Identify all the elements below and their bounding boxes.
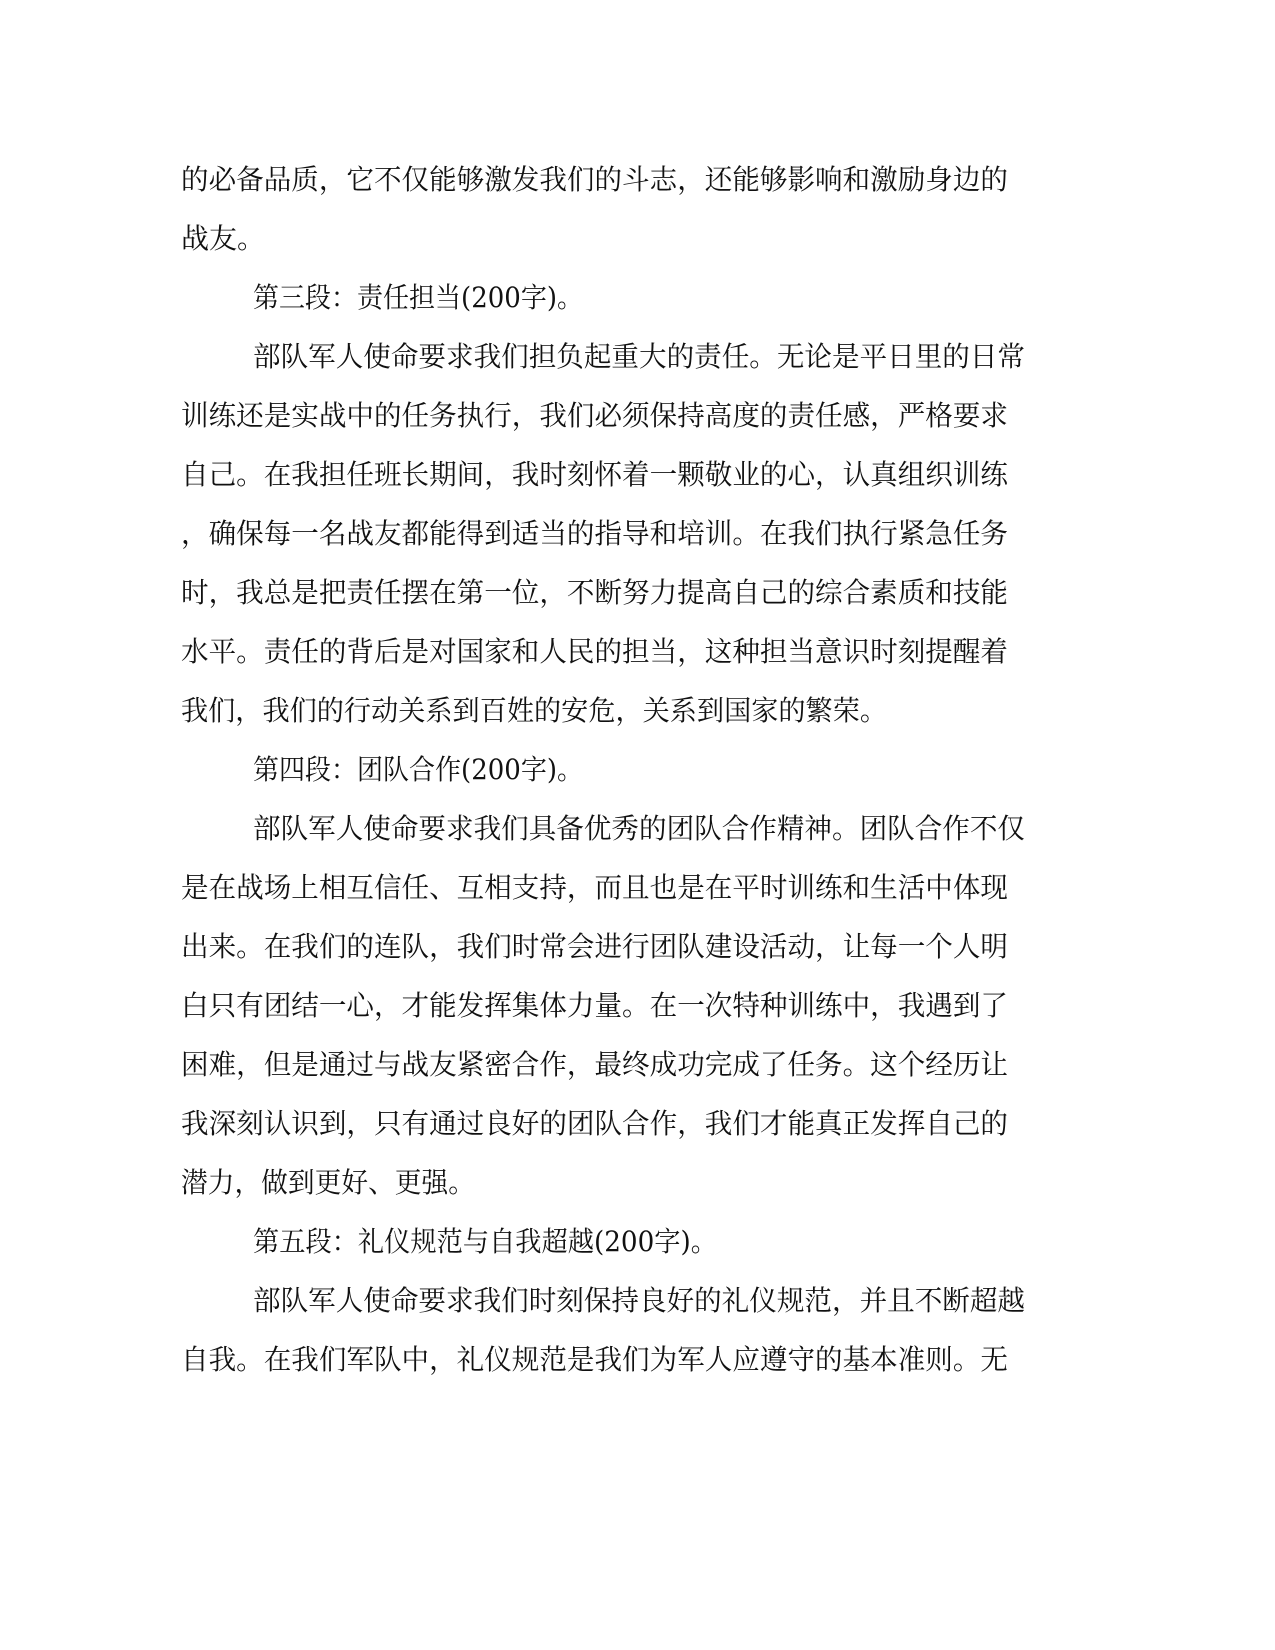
line-text: 我深刻认识到，只有通过良好的团队合作，我们才能真正发挥自己的 xyxy=(181,1107,1008,1140)
text-line xyxy=(0,1281,1275,1321)
line-text: 潜力，做到更好、更强。 xyxy=(181,1166,476,1199)
line-text: 自我。在我们军队中，礼仪规范是我们为军人应遵守的基本准则。无 xyxy=(181,1343,1008,1376)
line-text: 是在战场上相互信任、互相支持，而且也是在平时训练和生活中体现 xyxy=(181,871,1008,904)
line-text: 我们，我们的行动关系到百姓的安危，关系到国家的繁荣。 xyxy=(181,694,888,727)
line-text: 部队军人使命要求我们担负起重大的责任。无论是平日里的日常 xyxy=(253,340,1026,373)
line-text: 部队军人使命要求我们时刻保持良好的礼仪规范，并且不断超越 xyxy=(253,1284,1026,1317)
text-line xyxy=(0,927,1275,967)
line-text: 出来。在我们的连队，我们时常会进行团队建设活动，让每一个人明 xyxy=(181,930,1008,963)
text-line xyxy=(0,455,1275,495)
text-line xyxy=(0,691,1275,731)
text-line xyxy=(0,809,1275,849)
text-line xyxy=(0,1045,1275,1085)
line-text: 战友。 xyxy=(181,222,266,255)
line-text: 时，我总是把责任摆在第一位，不断努力提高自己的综合素质和技能 xyxy=(181,576,1008,609)
text-line xyxy=(0,219,1275,259)
text-line xyxy=(0,160,1275,200)
text-line xyxy=(0,1104,1275,1144)
text-line xyxy=(0,1340,1275,1380)
text-line xyxy=(0,1163,1275,1203)
text-line xyxy=(0,337,1275,377)
text-line xyxy=(0,632,1275,672)
line-text: 困难，但是通过与战友紧密合作，最终成功完成了任务。这个经历让 xyxy=(181,1048,1008,1081)
section-heading xyxy=(0,278,1275,318)
line-text: 自己。在我担任班长期间，我时刻怀着一颗敬业的心，认真组织训练 xyxy=(181,458,1008,491)
section-heading xyxy=(0,1222,1275,1262)
section-heading-text: 第三段：责任担当(200字)。 xyxy=(253,281,583,314)
section-heading-text: 第五段：礼仪规范与自我超越(200字)。 xyxy=(253,1225,717,1258)
text-line xyxy=(0,396,1275,436)
line-text: 白只有团结一心，才能发挥集体力量。在一次特种训练中，我遇到了 xyxy=(181,989,1008,1022)
line-text: 的必备品质，它不仅能够激发我们的斗志，还能够影响和激励身边的 xyxy=(181,163,1008,196)
text-line xyxy=(0,573,1275,613)
line-text: 训练还是实战中的任务执行，我们必须保持高度的责任感，严格要求 xyxy=(181,399,1008,432)
text-line xyxy=(0,514,1275,554)
text-line xyxy=(0,868,1275,908)
text-line xyxy=(0,986,1275,1026)
line-text: 部队军人使命要求我们具备优秀的团队合作精神。团队合作不仅 xyxy=(253,812,1026,845)
section-heading xyxy=(0,750,1275,790)
line-text: 水平。责任的背后是对国家和人民的担当，这种担当意识时刻提醒着 xyxy=(181,635,1008,668)
line-text: ，确保每一名战友都能得到适当的指导和培训。在我们执行紧急任务 xyxy=(181,517,1008,550)
section-heading-text: 第四段：团队合作(200字)。 xyxy=(253,753,583,786)
